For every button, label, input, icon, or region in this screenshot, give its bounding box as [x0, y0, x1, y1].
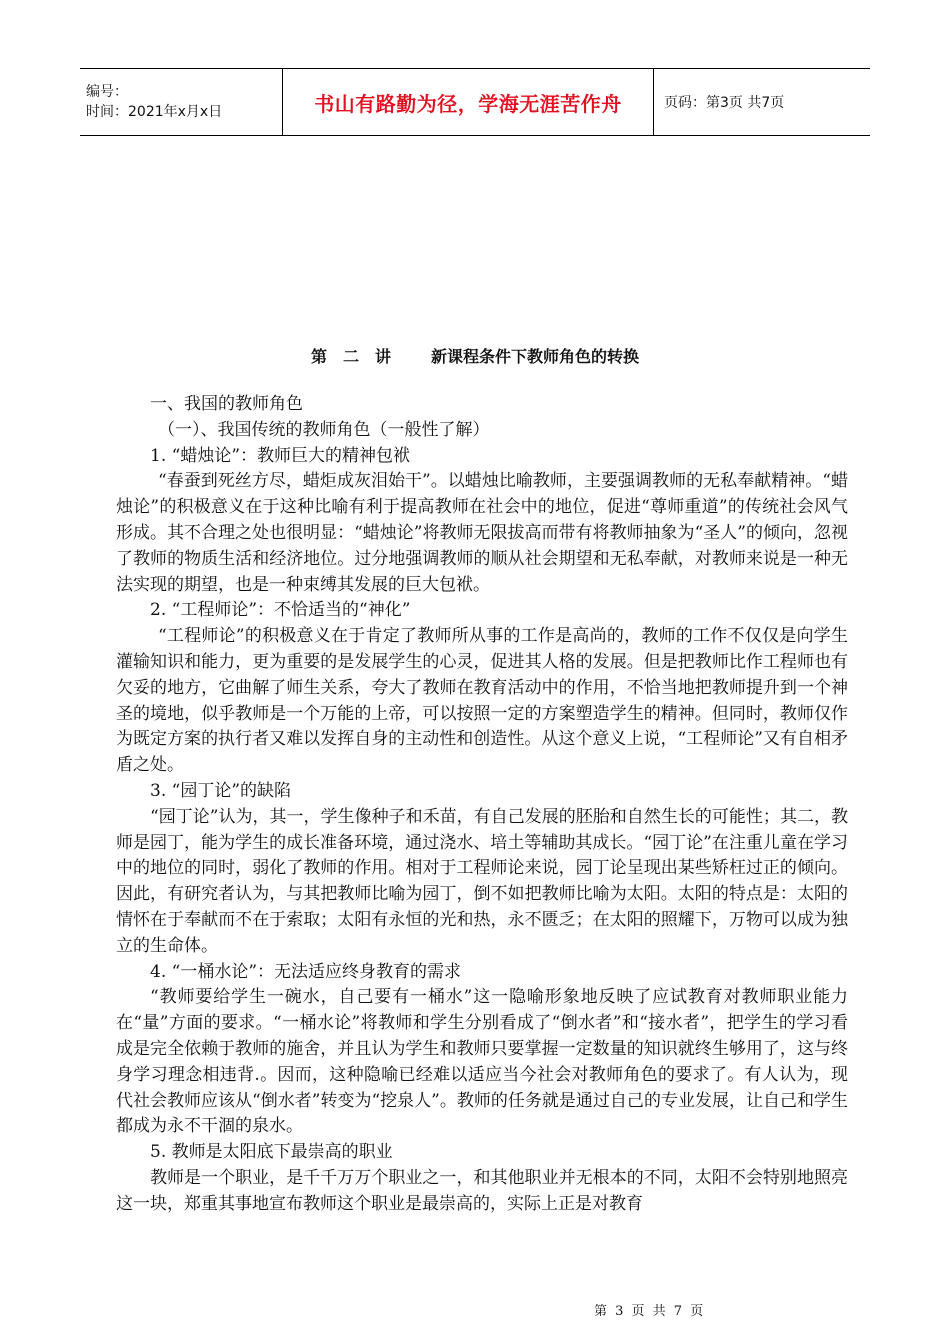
- item-heading-4: 4. “一桶水论”：无法适应终身教育的需求: [150, 961, 462, 982]
- item-heading-5: 5. 教师是太阳底下最崇高的职业: [150, 1142, 393, 1163]
- page-footer: 第 3 页 共 7 页: [594, 1304, 704, 1319]
- lecture-number: 第 二 讲: [310, 347, 391, 366]
- header-motto-cell: [282, 69, 654, 135]
- document-body: [116, 392, 848, 1218]
- item-heading-3: 3. “园丁论”的缺陷: [150, 780, 292, 801]
- header-number-label: 编号：: [86, 84, 128, 100]
- paragraph-1: “春蚕到死丝方尽，蜡炬成灰泪始干”。以蜡烛比喻教师，主要强调教师的无私奉献精神。“蜡烛论”的积极意义在于这种比喻有利于提高教师在社会中的地位，促进“尊师重道”的传统社会风气形成。其不合理之处也很明显：“蜡烛论”将教师无限拔高而带有将教师抽象为“圣人”的倾向，忽视了教师的物质生活和经济地位。过分地强调教师的顺从社会期望和无私奉献，对教师来说是一种无法实现的期望，也是一种束缚其发展的巨大包袱。: [116, 471, 848, 595]
- lecture-title: [0, 344, 950, 367]
- paragraph-3: “园丁论”认为，其一，学生像种子和禾苗，有自己发展的胚胎和自然生长的可能性；其二，教师是园丁，能为学生的成长准备环境，通过浇水、培土等辅助其成长。“园丁论”在注重儿童在学习中的地位的同时，弱化了教师的作用。相对于工程师论来说，园丁论呈现出某些矫枉过正的倾向。因此，有研究者认为，与其把教师比喻为园丁，倒不如把教师比喻为太阳。太阳的特点是：太阳的情怀在于奉献而不在于索取；太阳有永恒的光和热，永不匮乏；在太阳的照耀下，万物可以成为独立的生命体。: [116, 806, 848, 956]
- item-heading-1: 1. “蜡烛论”：教师巨大的精神包袱: [150, 445, 411, 466]
- header-date: 时间：2021年x月x日: [86, 104, 223, 120]
- document-header: [80, 68, 870, 136]
- paragraph-4: “教师要给学生一碗水，自己要有一桶水”这一隐喻形象地反映了应试教育对教师职业能力在“量”方面的要求。“一桶水论”将教师和学生分别看成了“倒水者”和“接水者”，把学生的学习看成是完全依赖于教师的施舍，并且认为学生和教师只要掌握一定数量的知识就终生够用了，这与终身学习理念相违背.。因而，这种隐喻已经难以适应当今社会对教师角色的要求了。有人认为，现代社会教师应该从“倒水者”转变为“挖泉人”。教师的任务就是通过自己的专业发展，让自己和学生都成为永不干涸的泉水。: [116, 987, 848, 1137]
- item-heading-2: 2. “工程师论”：不恰适当的“神化”: [150, 600, 411, 621]
- lecture-subject: 新课程条件下教师角色的转换: [431, 347, 640, 366]
- header-motto: 书山有路勤为径，学海无涯苦作舟: [314, 91, 622, 116]
- paragraph-2: “工程师论”的积极意义在于肯定了教师所从事的工作是高尚的，教师的工作不仅仅是向学生灌输知识和能力，更为重要的是发展学生的心灵，促进其人格的发展。但是把教师比作工程师也有欠妥的地方，它曲解了师生关系，夸大了教师在教育活动中的作用，不恰当地把教师提升到一个神圣的境地，似乎教师是一个万能的上帝，可以按照一定的方案塑造学生的精神。但同时，教师仅作为既定方案的执行者又难以发挥自身的主动性和创造性。从这个意义上说，“工程师论”又有自相矛盾之处。: [116, 626, 848, 776]
- section-heading: 一、我国的教师角色: [150, 394, 303, 414]
- header-page-code: 页码：第3页 共7页: [664, 95, 785, 111]
- paragraph-5: 教师是一个职业，是千千万万个职业之一，和其他职业并无根本的不同，太阳不会特别地照亮这一块，郑重其事地宣布教师这个职业是最崇高的，实际上正是对教育: [116, 1167, 848, 1214]
- subsection-heading: （一）、我国传统的教师角色（一般性了解）: [158, 419, 490, 440]
- header-page-cell: [654, 69, 870, 135]
- header-meta: [80, 69, 282, 135]
